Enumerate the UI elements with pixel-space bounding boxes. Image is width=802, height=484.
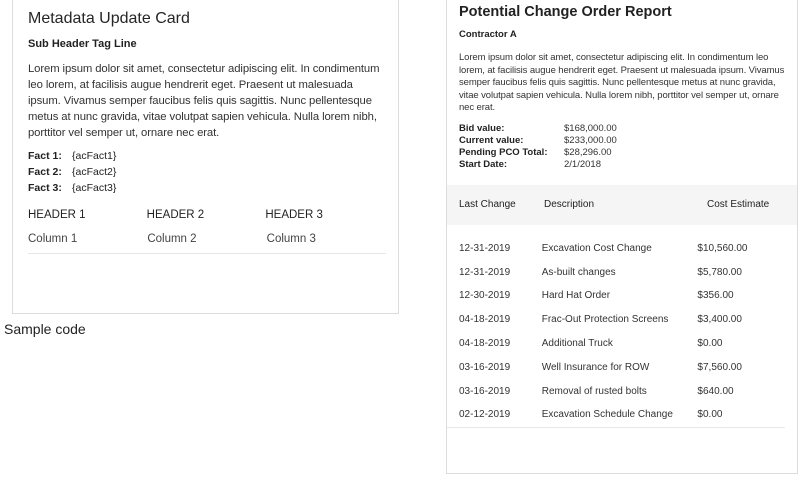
fact-item [459, 147, 785, 159]
cell-cost: $0.00 [697, 338, 723, 350]
metadata-update-card [12, 0, 399, 314]
cell-description: Removal of rusted bolts [541, 385, 647, 397]
table-header-cell: HEADER 3 [265, 209, 323, 221]
table-header-cell: HEADER 2 [146, 209, 205, 221]
column-header-cost-estimate: Cost Estimate [707, 199, 770, 210]
cell-description: Additional Truck [541, 338, 613, 350]
fact-item [459, 135, 785, 147]
fact-value: {acFact1} [72, 150, 117, 162]
table-row [447, 332, 785, 356]
table-row [28, 233, 386, 254]
card-body-text: Lorem ipsum dolor sit amet, consectetur adipiscing elit. In condimentum leo lorem, at facilisis augue hendrerit eget. Praesent ut malesuada ipsum. Vivamus semper faucibus felis quis sagittis. Nunc pellentesque metus at nunc gravida, vitae volutpat sapien vehicula. Nulla lorem nibh, porttitor vel semper ut, ornare nec erat. [28, 63, 380, 139]
cell-description: Excavation Cost Change [541, 242, 652, 254]
cell-description: Hard Hat Order [541, 290, 611, 302]
cell-cost: $0.00 [697, 409, 723, 421]
card-title: Potential Change Order Report [459, 4, 672, 20]
table-row [447, 308, 785, 332]
fact-label: Fact 1: [28, 150, 62, 162]
fact-value: {acFact3} [72, 182, 117, 194]
sample-code-label: Sample code [4, 321, 86, 337]
cell-date: 12-30-2019 [459, 290, 511, 302]
fact-value: 2/1/2018 [564, 158, 601, 170]
table-cell: Column 1 [28, 233, 78, 245]
cell-cost: $7,560.00 [697, 361, 742, 373]
cell-description: As-built changes [541, 266, 616, 278]
table-row [447, 237, 785, 261]
cell-date: 12-31-2019 [459, 242, 511, 254]
card-body-text: Lorem ipsum dolor sit amet, consectetur adipiscing elit. In condimentum leo lorem, at facilisis augue hendrerit eget. Praesent ut malesuada ipsum. Vivamus semper faucibus felis quis sagittis. Nunc pellentesque metus at nunc gravida, vitae volutpat sapien vehicula. Nulla lorem nibh, porttitor vel semper ut, ornare nec erat. [459, 52, 785, 113]
pco-table-body [447, 237, 785, 428]
column-header-last-change: Last Change [459, 199, 516, 210]
cell-cost: $356.00 [697, 290, 734, 302]
contractor-name: Contractor A [459, 29, 517, 40]
table-cell: Column 3 [266, 233, 316, 245]
table-cell: Column 2 [147, 233, 197, 245]
cell-date: 02-12-2019 [459, 409, 511, 421]
cell-date: 03-16-2019 [459, 385, 511, 397]
card-title: Metadata Update Card [28, 10, 190, 27]
cell-cost: $640.00 [697, 385, 734, 397]
cell-cost: $10,560.00 [697, 242, 748, 254]
fact-label: Bid value: [459, 122, 505, 134]
cell-cost: $3,400.00 [697, 314, 742, 326]
fact-item [459, 159, 785, 171]
table-header-row [28, 209, 384, 221]
cell-description: Excavation Schedule Change [541, 409, 673, 421]
table-header-cell: HEADER 1 [28, 209, 86, 221]
fact-label: Current value: [459, 134, 524, 146]
fact-label: Fact 3: [28, 182, 62, 194]
cell-date: 04-18-2019 [459, 314, 511, 326]
cell-description: Frac-Out Protection Screens [541, 314, 669, 326]
table-row [447, 355, 785, 379]
card-subheader: Sub Header Tag Line [28, 38, 137, 50]
fact-item [28, 148, 384, 164]
card-table [28, 209, 384, 254]
fact-label: Pending PCO Total: [459, 146, 548, 158]
fact-value: $233,000.00 [564, 134, 617, 146]
fact-list [459, 123, 785, 171]
table-row [447, 284, 785, 308]
column-header-description: Description [544, 199, 595, 210]
cell-description: Well Insurance for ROW [541, 361, 650, 373]
pco-table-header [447, 185, 797, 225]
fact-label: Start Date: [459, 158, 508, 170]
fact-value: $28,296.00 [564, 146, 612, 158]
fact-item [459, 123, 785, 135]
fact-label: Fact 2: [28, 166, 62, 178]
table-row [447, 260, 785, 284]
fact-item [28, 180, 384, 196]
table-row [447, 379, 785, 403]
cell-date: 04-18-2019 [459, 338, 511, 350]
table-row [447, 403, 785, 427]
cell-cost: $5,780.00 [697, 266, 742, 278]
cell-date: 12-31-2019 [459, 266, 511, 278]
fact-value: $168,000.00 [564, 122, 617, 134]
pco-report-card [446, 0, 798, 474]
fact-list [28, 148, 384, 196]
fact-value: {acFact2} [72, 166, 117, 178]
fact-item [28, 164, 384, 180]
cell-date: 03-16-2019 [459, 361, 511, 373]
